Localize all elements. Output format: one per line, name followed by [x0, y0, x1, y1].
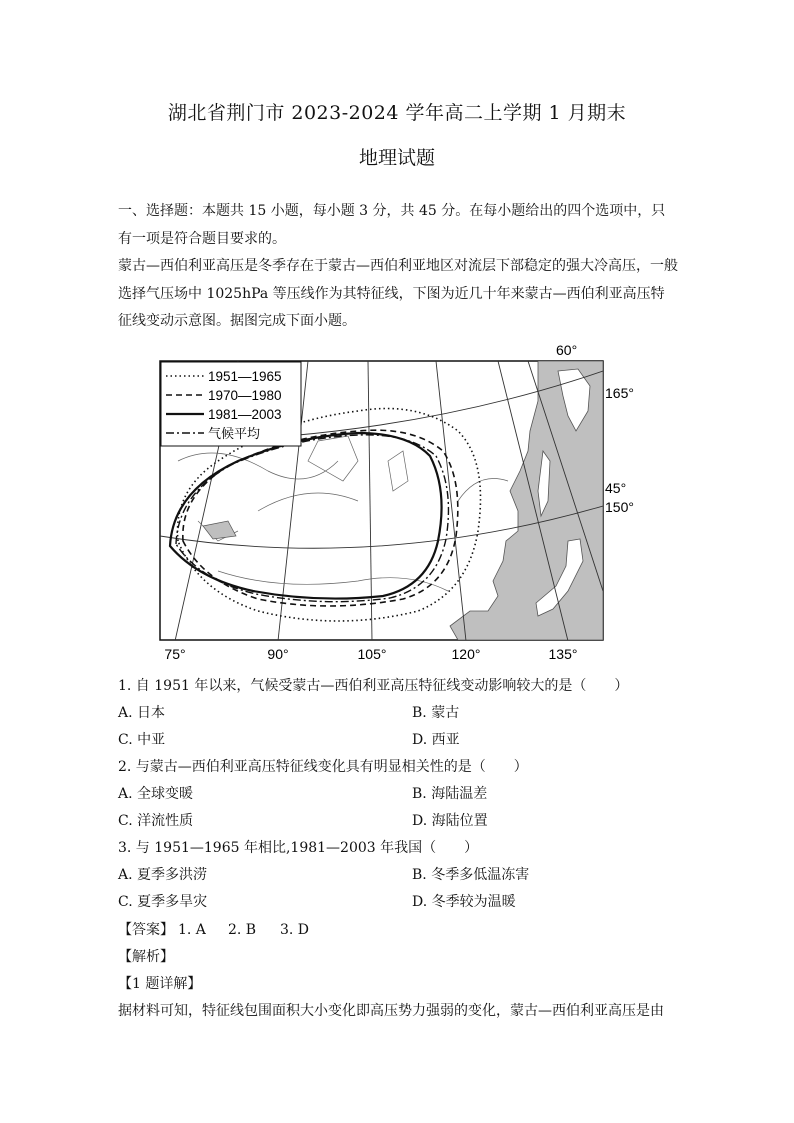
question-2-option-d: D. 海陆位置: [412, 813, 488, 829]
legend-label-4: 气候平均: [208, 427, 261, 442]
question-2-stem: 2. 与蒙古—西伯利亚高压特征线变化具有明显相关性的是（ ）: [118, 759, 528, 775]
lon-label-120: 120°: [451, 646, 481, 662]
question-3-option-b: B. 冬季多低温冻害: [412, 867, 530, 883]
lon-label-75: 75°: [164, 646, 186, 662]
document-subtitle: 地理试题: [358, 147, 435, 169]
legend-label-2: 1970—1980: [208, 388, 282, 403]
answer-line: [118, 919, 309, 939]
question-3-option-d: D. 冬季较为温暖: [412, 894, 516, 910]
question-2-option-c: C. 洋流性质: [118, 813, 194, 829]
analysis-text: 据材料可知，特征线包围面积大小变化即高压势力强弱的变化，蒙古—西伯利亚高压是由: [118, 1003, 664, 1019]
material-text: 蒙古—西伯利亚高压是冬季存在于蒙古—西伯利亚地区对流层下部稳定的强大冷高压，一般选择气压场中 1025hPa 等压线作为其特征线，下图为近几十年来蒙古—西伯利亚高压特征线变动示意图。据图完成下面小题。: [118, 258, 678, 329]
question-1-option-d: D. 西亚: [412, 732, 460, 748]
question-1-option-a: A. 日本: [118, 705, 166, 721]
pressure-map: [158, 341, 634, 663]
answer-label: 【答案】: [118, 922, 174, 938]
answer-item-1: 1. A: [178, 922, 206, 938]
answer-item-2: 2. B: [228, 922, 257, 938]
question-1-stem: 1. 自 1951 年以来，气候受蒙古—西伯利亚高压特征线变动影响较大的是（ ）: [118, 678, 629, 694]
question-2-option-b: B. 海陆温差: [412, 786, 488, 802]
question-1-option-c: C. 中亚: [118, 732, 166, 748]
lat-label-45: 45°: [605, 480, 627, 496]
question-2-option-a: A. 全球变暖: [118, 786, 194, 802]
question-3-option-a: A. 夏季多洪涝: [118, 867, 208, 883]
answer-item-3: 3. D: [280, 922, 310, 938]
lon-label-90: 90°: [267, 646, 289, 662]
question-3-option-c: C. 夏季多旱灾: [118, 894, 208, 910]
lon-label-135: 135°: [548, 646, 578, 662]
lon-label-150: 150°: [605, 499, 634, 515]
section-intro: 一、选择题：本题共 15 小题，每小题 3 分，共 45 分。在每小题给出的四个选项中，只有一项是符合题目要求的。: [118, 203, 666, 247]
lon-label-105: 105°: [357, 646, 387, 662]
question-3-stem: 3. 与 1951—1965 年相比,1981—2003 年我国（ ）: [118, 840, 479, 856]
analysis-label: 【解析】: [118, 949, 174, 965]
analysis-sub-label: 【1 题详解】: [118, 976, 202, 992]
legend-label-3: 1981—2003: [208, 407, 282, 422]
question-1-option-b: B. 蒙古: [412, 705, 460, 721]
lat-label-60: 60°: [556, 342, 578, 358]
lon-label-165: 165°: [605, 385, 634, 401]
document-title: 湖北省荆门市 2023-2024 学年高二上学期 1 月期末: [167, 102, 627, 124]
pressure-map-figure: [158, 341, 634, 663]
legend-label-1: 1951—1965: [208, 369, 282, 384]
